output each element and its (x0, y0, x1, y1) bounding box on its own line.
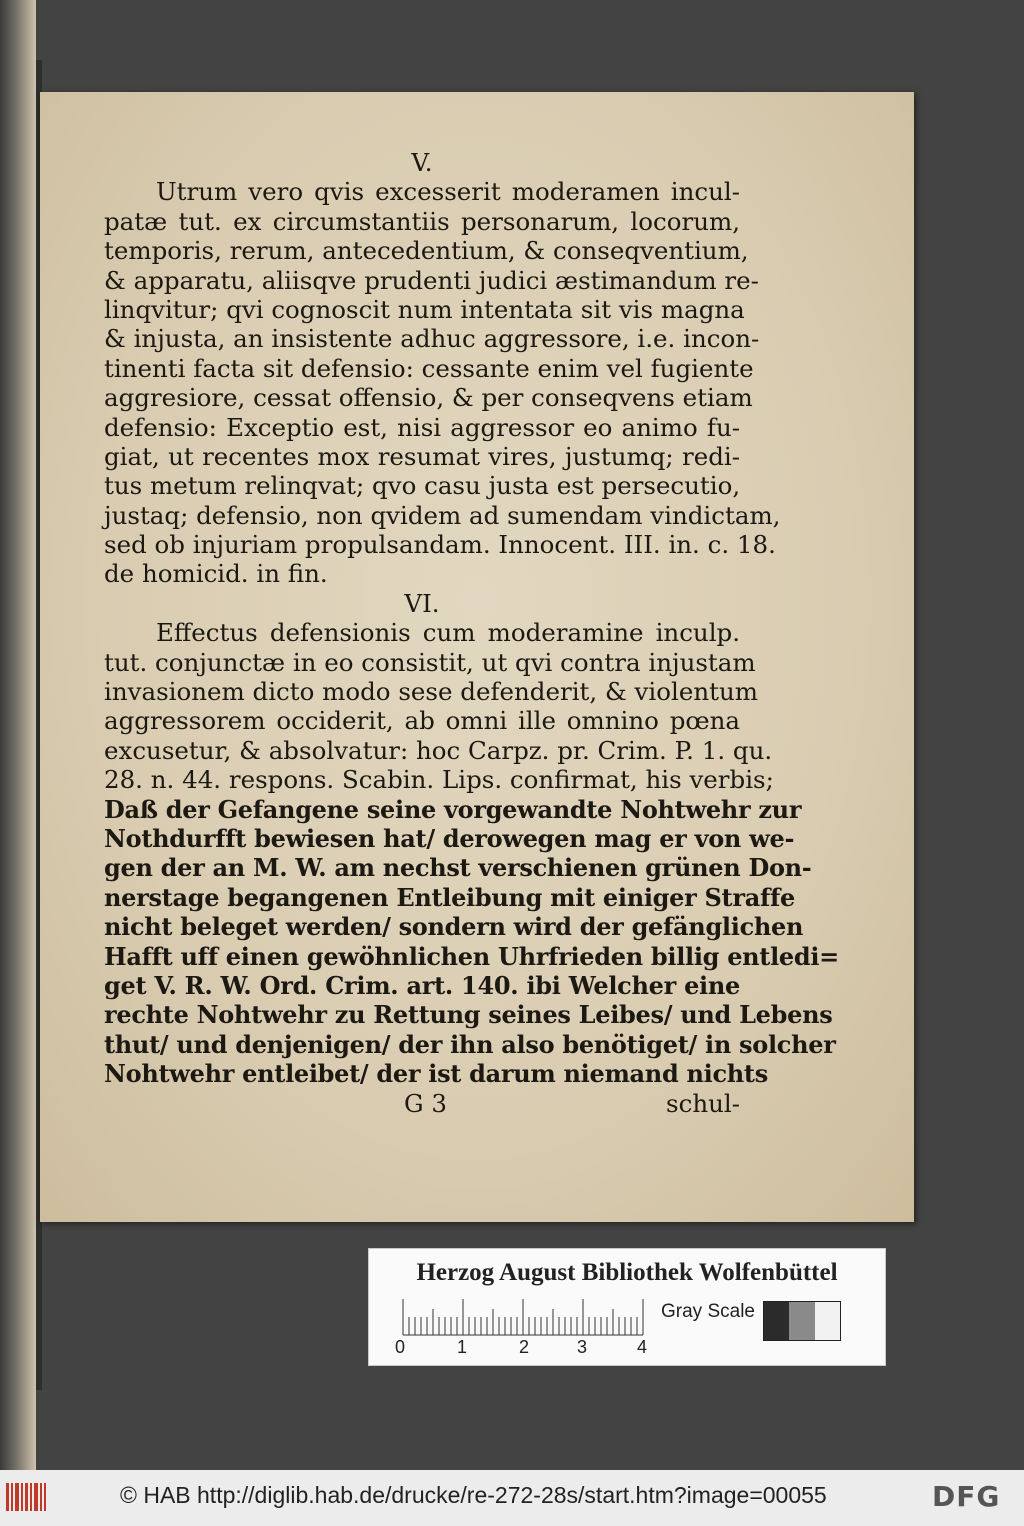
text-line: giat, ut recentes mox resumat vires, justumq; redi- (104, 441, 740, 471)
footer-bar (0, 1470, 1024, 1526)
page-footer-line (104, 1089, 740, 1118)
text-line: aggressorem occiderit, ab omni ille omnino pœna (104, 706, 740, 736)
text-line: & apparatu, aliisqve prudenti judici æstimandum re- (104, 265, 759, 295)
text-line: sed ob injuriam propulsandam. Innocent. III. in. c. 18. (104, 530, 776, 560)
ruler-number: 3 (577, 1337, 588, 1357)
text-line: gen der an M. W. am nechst verschienen grünen Don- (104, 853, 812, 883)
signature-mark: G 3 (404, 1088, 447, 1118)
dfg-logo: DFG (932, 1480, 1001, 1513)
text-line: de homicid. in fin. (104, 559, 328, 589)
text-line: get V. R. W. Ord. Crim. art. 140. ibi Welcher eine (104, 970, 740, 1000)
text-line: temporis, rerum, antecedentium, & conseqventium, (104, 236, 749, 266)
book-binding (0, 0, 36, 1470)
ruler-number: 2 (519, 1337, 530, 1357)
text-line: patæ tut. ex circumstantiis personarum, locorum, (104, 206, 740, 236)
text-line: Hafft uff einen gewöhnlichen Uhrfrieden billig entledi= (104, 941, 839, 971)
text-line: thut/ und denjenigen/ der ihn also benötiget/ in solcher (104, 1029, 836, 1059)
barcode-icon (6, 1483, 46, 1511)
text-line: tus metum relinqvat; qvo casu justa est persecutio, (104, 471, 741, 501)
gray-swatch-dark (764, 1302, 789, 1340)
gray-swatch-light (815, 1302, 840, 1340)
text-line: Daß der Gefangene seine vorgewandte Nohtwehr zur (104, 794, 802, 824)
text-line: excusetur, & absolvatur: hoc Carpz. pr. Crim. P. 1. qu. (104, 735, 773, 765)
library-name: Herzog August Bibliothek Wolfenbüttel (416, 1259, 838, 1286)
text-line: aggresiore, cessat offensio, & per conseqvens etiam (104, 383, 753, 413)
text-line: linqvitur; qvi cognoscit num intentata sit vis magna (104, 294, 745, 324)
ruler-number: 0 (395, 1337, 406, 1357)
text-line: & injusta, an insistente adhuc aggressore, i.e. incon- (104, 324, 760, 354)
catchword: schul- (666, 1088, 740, 1118)
ruler-number: 4 (637, 1337, 648, 1357)
text-line: tut. conjunctæ in eo consistit, ut qvi contra injustam (104, 647, 756, 677)
ruler-number: 1 (457, 1337, 468, 1357)
copyright-link[interactable]: © HAB http://diglib.hab.de/drucke/re-272-28s/start.htm?image=00055 (120, 1482, 827, 1508)
text-line: defensio: Exceptio est, nisi aggressor eo animo fu- (104, 412, 740, 442)
gray-swatch-mid (789, 1302, 814, 1340)
text-line: tinenti facta sit defensio: cessante enim vel fugiente (104, 353, 754, 383)
text-line: Nothdurfft bewiesen hat/ derowegen mag er von we- (104, 823, 795, 853)
text-line: VI. (404, 588, 440, 618)
text-line: Effectus defensionis cum moderamine inculp. (156, 618, 740, 648)
text-line: Utrum vero qvis excesserit moderamen incul- (156, 177, 740, 207)
gray-scale-swatch (763, 1301, 841, 1341)
library-color-checker-label (368, 1248, 886, 1366)
text-line: rechte Nohtwehr zu Rettung seines Leibes/ und Lebens (104, 1000, 833, 1030)
text-line: invasionem dicto modo sese defenderit, & violentum (104, 677, 758, 707)
text-line: 28. n. 44. respons. Scabin. Lips. confirmat, his verbis; (104, 765, 774, 795)
ruler-scale (399, 1297, 649, 1337)
gray-scale-label: Gray Scale (661, 1301, 755, 1322)
text-line: justaq; defensio, non qvidem ad sumendam vindictam, (104, 500, 781, 530)
page-text (104, 148, 839, 1118)
text-line: V. (411, 148, 433, 177)
text-line: Nohtwehr entleibet/ der ist darum niemand nichts (104, 1059, 768, 1089)
text-line: nicht beleget werden/ sondern wird der gefänglichen (104, 912, 804, 942)
text-line: nerstage begangenen Entleibung mit einiger Straffe (104, 882, 795, 912)
